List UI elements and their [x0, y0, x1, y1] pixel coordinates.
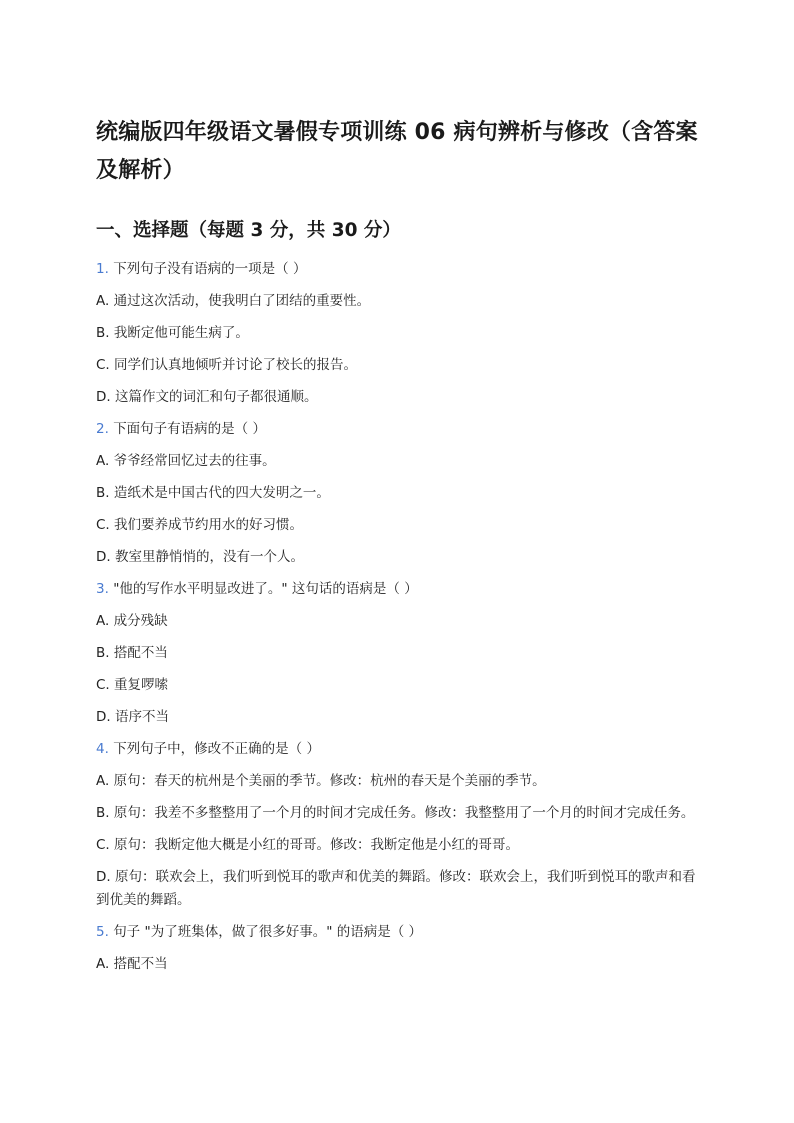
question-stem — [96, 578, 696, 601]
question-text: 下列句子中，修改不正确的是（ ） — [113, 741, 320, 757]
question-stem — [96, 418, 696, 441]
option-d: D. 语序不当 — [96, 709, 169, 725]
question-stem — [96, 258, 696, 281]
question-number: 1. — [96, 261, 109, 277]
option-b: B. 搭配不当 — [96, 645, 168, 661]
option-c: C. 同学们认真地倾听并讨论了校长的报告。 — [96, 357, 358, 373]
question-text: "他的写作水平明显改进了。" 这句话的语病是（ ） — [113, 581, 418, 597]
question-text: 句子 "为了班集体，做了很多好事。" 的语病是（ ） — [113, 924, 422, 940]
option-c: C. 原句：我断定他大概是小红的哥哥。修改：我断定他是小红的哥哥。 — [96, 837, 520, 853]
question-stem — [96, 921, 696, 944]
question-number: 4. — [96, 741, 109, 757]
question-number: 5. — [96, 924, 109, 940]
option-d: D. 这篇作文的词汇和句子都很通顺。 — [96, 389, 318, 405]
option-a: A. 通过这次活动，使我明白了团结的重要性。 — [96, 293, 371, 309]
option-a: A. 成分残缺 — [96, 613, 168, 629]
question-list — [96, 258, 696, 985]
option-b: B. 原句：我差不多整整用了一个月的时间才完成任务。修改：我整整用了一个月的时间才完成任务。 — [96, 805, 695, 821]
question-number: 2. — [96, 421, 109, 437]
section-heading: 一、选择题（每题 3 分，共 30 分） — [96, 220, 401, 241]
question-number: 3. — [96, 581, 109, 597]
option-a: A. 原句：春天的杭州是个美丽的季节。修改：杭州的春天是个美丽的季节。 — [96, 773, 546, 789]
question-stem — [96, 738, 696, 761]
question-1 — [96, 258, 696, 409]
option-d: D. 教室里静悄悄的，没有一个人。 — [96, 549, 304, 565]
question-2 — [96, 418, 696, 569]
question-3 — [96, 578, 696, 729]
option-c: C. 我们要养成节约用水的好习惯。 — [96, 517, 304, 533]
option-d: D. 原句：联欢会上，我们听到悦耳的歌声和优美的舞蹈。修改：联欢会上，我们听到悦耳的歌声和看到优美的舞蹈。 — [96, 869, 696, 908]
option-b: B. 我断定他可能生病了。 — [96, 325, 249, 341]
document-title: 统编版四年级语文暑假专项训练 06 病句辨析与修改（含答案及解析） — [96, 120, 698, 183]
question-4 — [96, 738, 696, 912]
question-text: 下列句子没有语病的一项是（ ） — [113, 261, 307, 277]
question-text: 下面句子有语病的是（ ） — [113, 421, 266, 437]
option-b: B. 造纸术是中国古代的四大发明之一。 — [96, 485, 330, 501]
option-a: A. 爷爷经常回忆过去的往事。 — [96, 453, 276, 469]
question-5 — [96, 921, 696, 976]
option-a: A. 搭配不当 — [96, 956, 168, 972]
option-c: C. 重复啰嗦 — [96, 677, 169, 693]
